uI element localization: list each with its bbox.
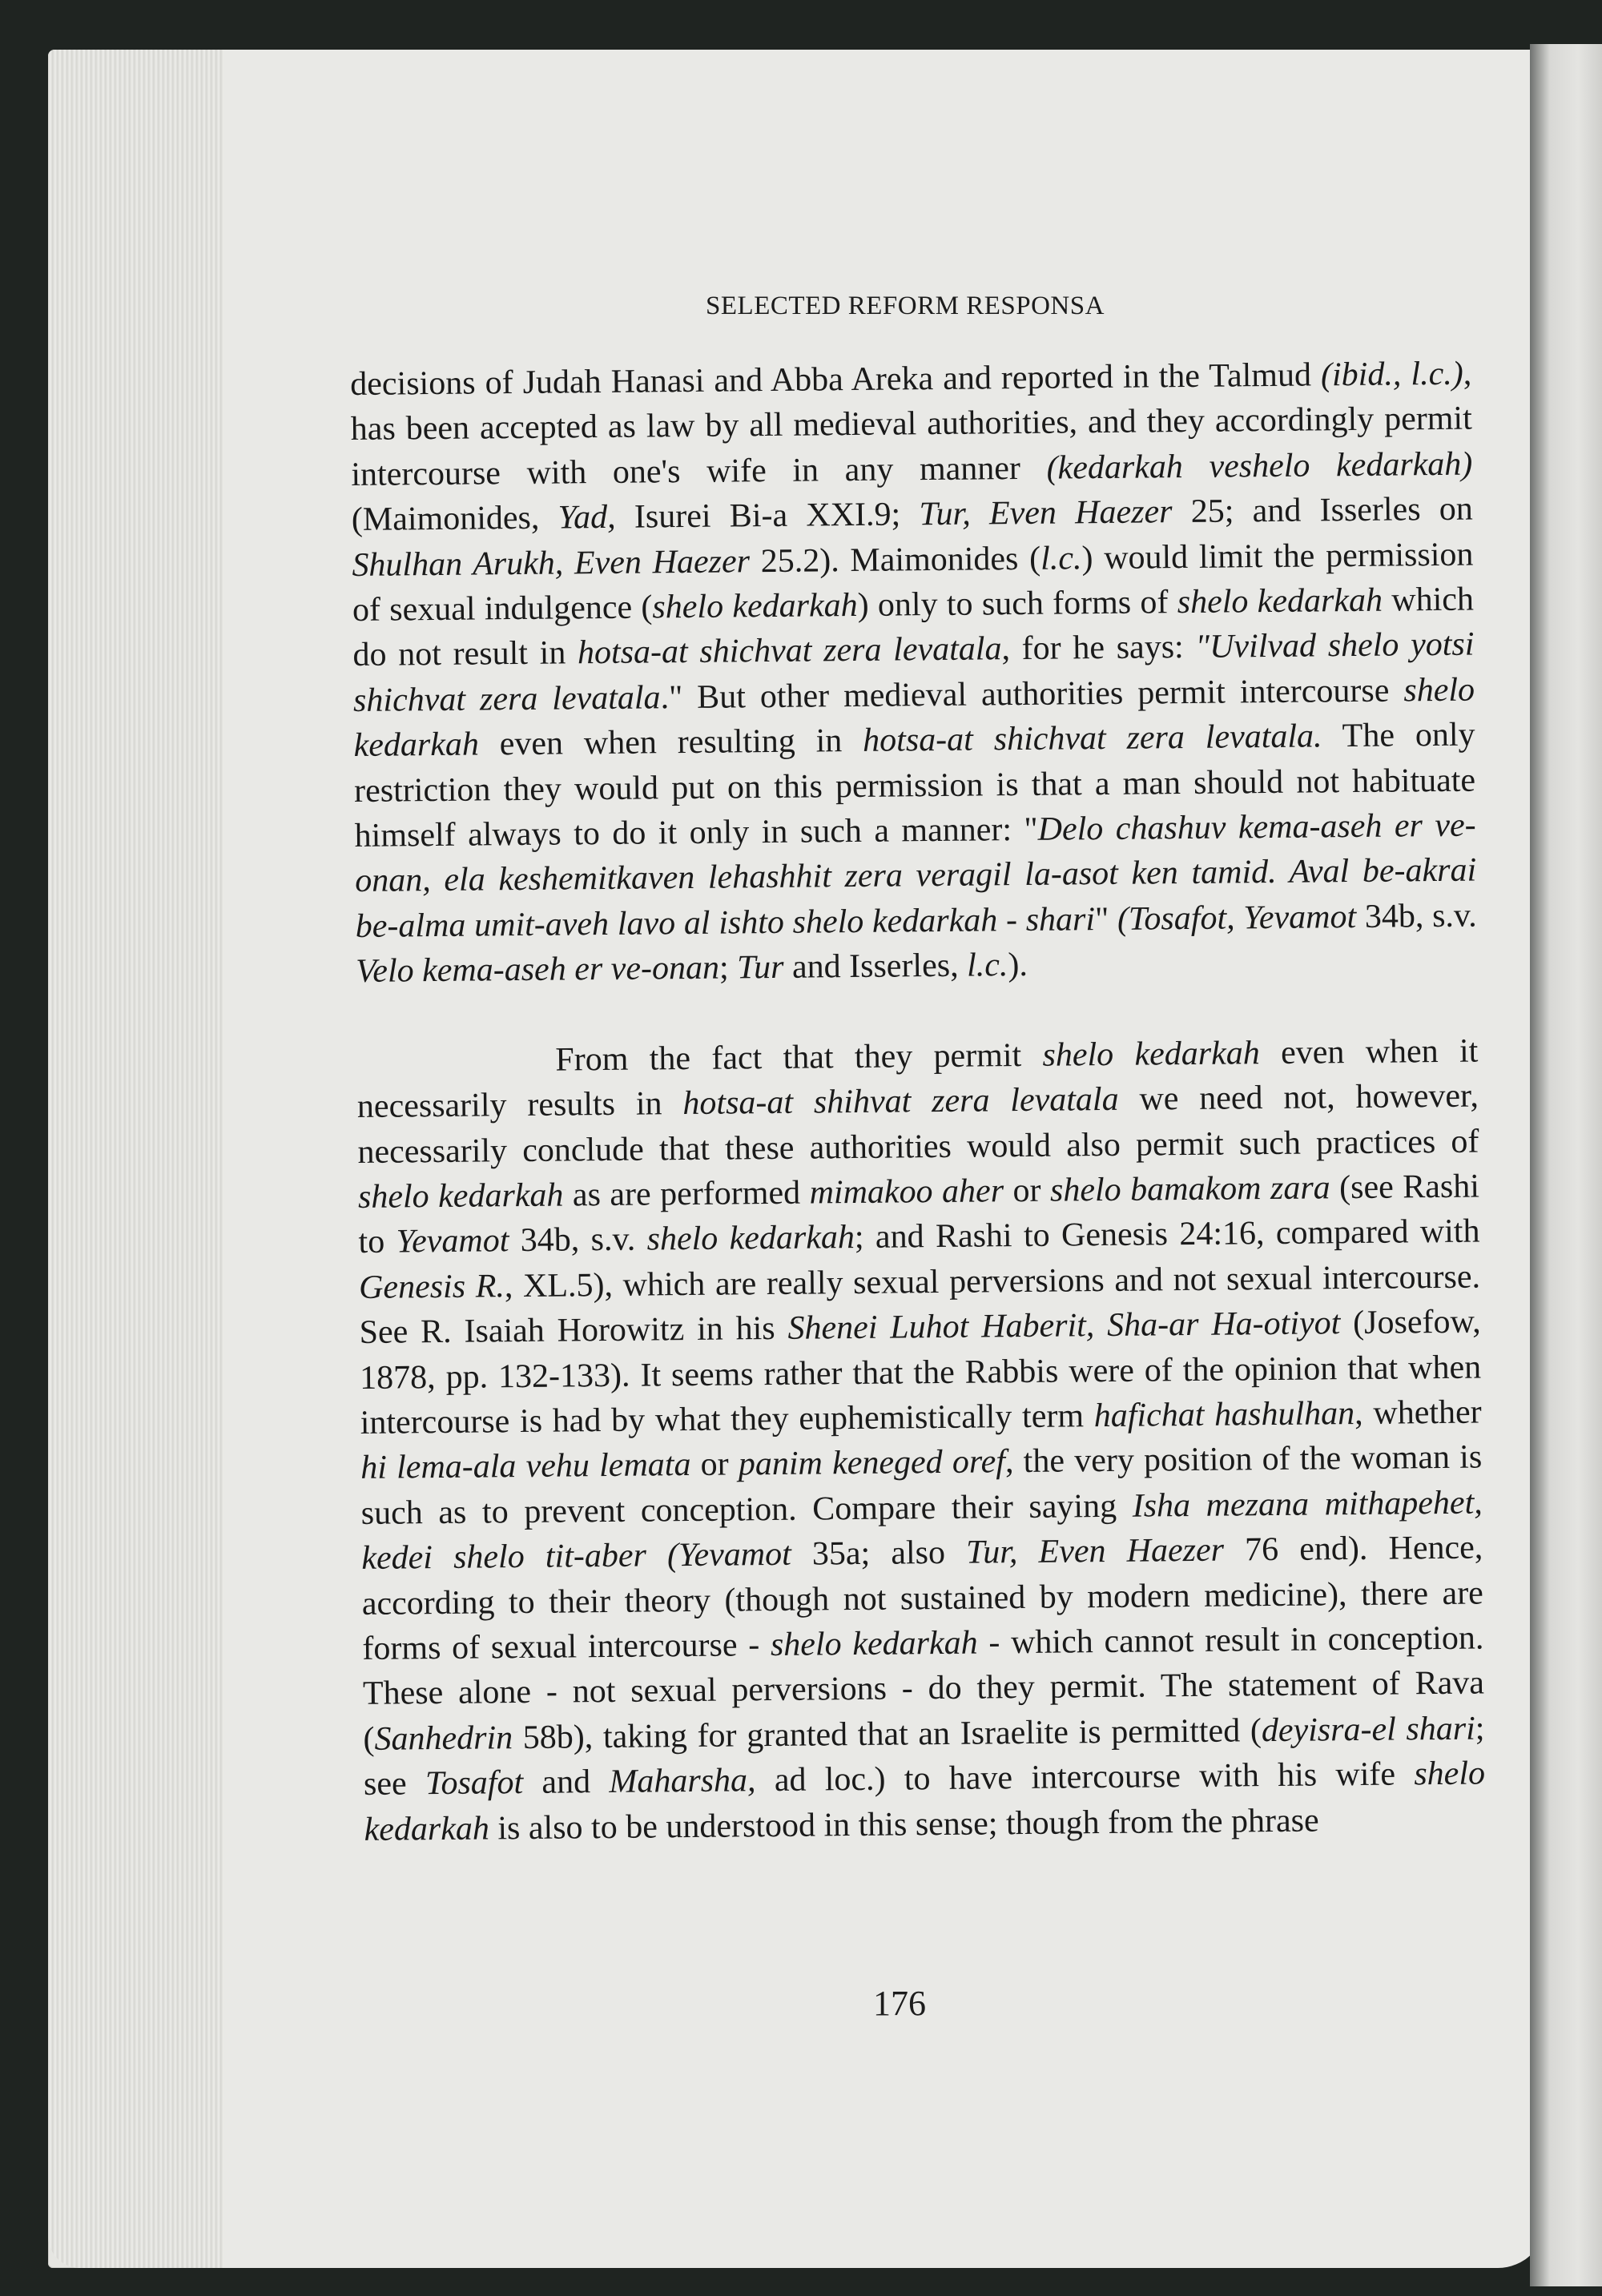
text-run: ad loc.) to have intercourse with his wife [755, 1755, 1415, 1799]
italic-run: hafichat hashulhan [1093, 1394, 1355, 1435]
text-run: ; and Rashi to Genesis 24:16, compared with [854, 1212, 1480, 1257]
paragraph-2 [356, 1028, 1486, 1852]
italic-run: shelo kedarkah [652, 586, 858, 626]
italic-run: hi lema-ala vehu lemata [360, 1446, 691, 1487]
italic-run: Shulhan Arukh, Even Haezer [352, 542, 751, 584]
text-run: , for he says: [1001, 629, 1196, 668]
italic-run: hotsa-at shichvat zera levatala. [862, 718, 1322, 760]
text-run: and Isserles, [783, 947, 968, 987]
italic-run: shelo bamakom zara [1049, 1169, 1330, 1209]
text-run: we need not, however, necessarily conclude that these authorities would also permit such practices of [357, 1077, 1479, 1171]
text-run: ; [718, 949, 738, 987]
paragraph-1 [350, 352, 1478, 995]
text-run: Isurei Bi-a XXI.9; [615, 496, 920, 537]
text-run: as are performed [563, 1174, 810, 1214]
text-run: , whether [1354, 1393, 1482, 1432]
italic-run: shelo kedarkah [1177, 581, 1383, 621]
italic-run: Sanhedrin [374, 1719, 513, 1758]
italic-run: (ibid., l.c.) [1320, 355, 1463, 394]
italic-run: shelo kedarkah [353, 671, 1475, 765]
text-run: which do not result in [352, 581, 1475, 674]
italic-run: Yad, [557, 499, 616, 537]
text-run: From the fact that they permit [555, 1036, 1043, 1079]
italic-run: Tur, Even Haezer [919, 493, 1173, 533]
text-run: even when it necessarily results in [356, 1032, 1479, 1126]
italic-run: Isha mezana mithapehet, kedei shelo tit-aber (Yevamot [361, 1484, 1483, 1578]
italic-run: Tur [736, 949, 784, 987]
italic-run: shelo kedarkah [357, 1176, 564, 1216]
text-run: (see Rashi to [358, 1168, 1480, 1261]
book-gutter [1530, 44, 1602, 2286]
text-run: ) would limit the permission of sexual indulgence ( [352, 536, 1474, 629]
text-run: 25.2). Maimonides ( [749, 540, 1041, 580]
italic-run: Yevamot [396, 1222, 509, 1261]
text-run: , the very position of the woman is such as to prevent conception. Compare their saying [360, 1438, 1483, 1532]
italic-run: Delo chashuv kema-aseh er ve-onan, ela keshemitkaven lehashhit zera veragil la-asot ken tamid. Aval be-akrai be-alma umit-aveh lavo al ishto shelo kedarkah - shari [355, 806, 1477, 945]
italic-run: hotsa-at shichvat zera levatala [577, 630, 1002, 672]
text-run: ) only to such forms of [857, 584, 1177, 624]
text-run: 35a; also [791, 1534, 967, 1573]
text-run: , has been accepted as law by all medieval authorities, and they accordingly permit intercourse with one's wife in any manner [350, 355, 1472, 493]
text-run: 58b), taking for granted that an Israelite is permitted ( [512, 1711, 1262, 1756]
text-run: or [690, 1446, 739, 1484]
italic-run: deyisra-el shari [1261, 1710, 1475, 1749]
running-head: SELECTED REFORM RESPONSA [706, 292, 1105, 320]
italic-run: hotsa-at shihvat zera levatala [682, 1080, 1119, 1123]
text-run: 34b, s.v. [509, 1220, 647, 1260]
text-run: and [522, 1763, 610, 1802]
italic-run: shelo kedarkah [770, 1624, 978, 1664]
text-run: decisions of Judah Hanasi and Abba Areka and reported in the Talmud [350, 356, 1322, 403]
text-run: ." But other medieval authorities permit intercourse [660, 672, 1404, 717]
body-text [350, 352, 1486, 1852]
italic-run: Tosafot [425, 1764, 524, 1803]
text-run: or [1003, 1172, 1051, 1210]
italic-run: (kedarkah veshelo kedarkah) [1046, 445, 1473, 487]
italic-run: Velo kema-aseh er ve-onan [356, 949, 720, 991]
text-run: 76 end). Hence, according to their theory (though not sustained by modern medicine), there are forms of sexual intercourse - [361, 1529, 1484, 1667]
italic-run: (Tosafot, Yevamot [1117, 898, 1357, 938]
text-run: is also to be understood in this sense; though from the phrase [489, 1802, 1319, 1848]
text-run: 25; and Isserles on [1172, 490, 1474, 531]
text-run: ; see [363, 1710, 1485, 1803]
italic-run: shelo kedarkah [364, 1755, 1486, 1848]
text-run: , XL.5), which are really sexual perversions and not sexual intercourse. See R. Isaiah Horowitz in his [359, 1258, 1481, 1352]
italic-run: "Uvilvad shelo yotsi shichvat zera levatala [352, 625, 1475, 719]
text-run: 34b, s.v. [1355, 897, 1477, 935]
italic-run: shelo kedarkah [1042, 1034, 1260, 1074]
italic-run: shelo kedarkah [646, 1219, 855, 1258]
italic-run: Genesis R. [358, 1267, 505, 1306]
italic-run: panim keneged oref [738, 1443, 1006, 1483]
text-run: The only restriction they would put on this permission is that a man should not habituate himself always to do it only in such a manner: " [353, 716, 1476, 855]
text-run: - which cannot result in conception. These alone - not sexual perversions - do they permit. The statement of Rava ( [362, 1619, 1485, 1758]
text-run: (Maimonides, [351, 499, 558, 539]
text-run: " [1094, 900, 1118, 938]
italic-run: l.c. [966, 947, 1008, 984]
text-run: (Josefow, 1878, pp. 132-133). It seems rather that the Rabbis were of the opinion that when intercourse is had by what they euphemistically term [359, 1303, 1482, 1442]
page-edges [48, 50, 232, 2268]
italic-run: Maharsha, [609, 1762, 756, 1801]
page-number: 176 [873, 1984, 926, 2023]
italic-run: l.c. [1040, 539, 1082, 577]
italic-run: mimakoo aher [809, 1172, 1004, 1212]
italic-run: Tur, Even Haezer [965, 1531, 1225, 1571]
text-run: even when resulting in [478, 722, 863, 763]
italic-run: Shenei Luhot Haberit, Sha-ar Ha-otiyot [787, 1305, 1341, 1347]
text-run: ). [1008, 947, 1028, 984]
